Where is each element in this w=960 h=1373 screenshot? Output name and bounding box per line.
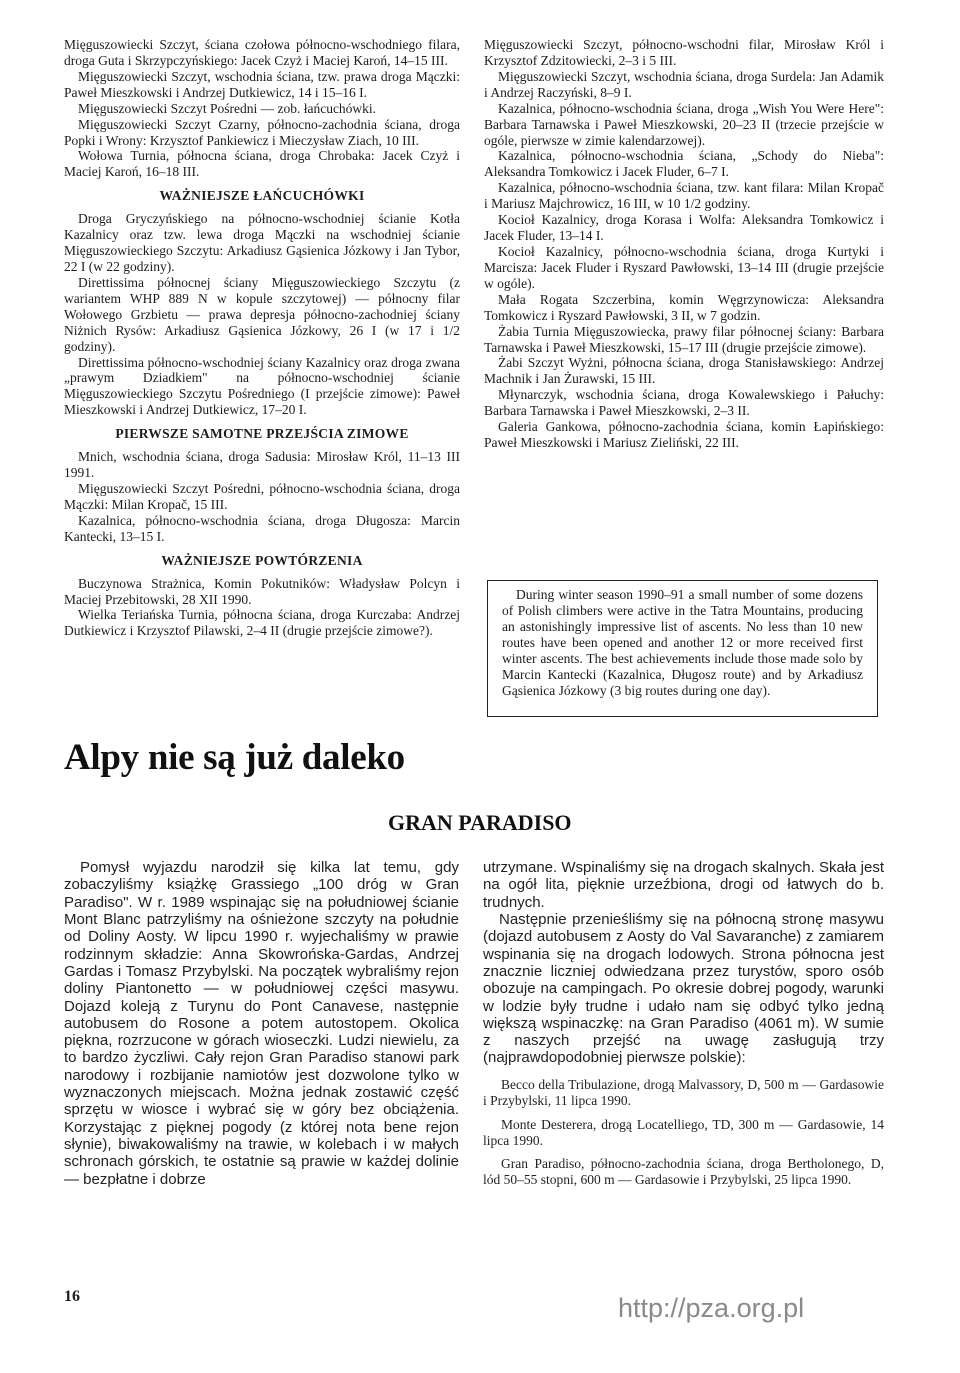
left-column: [64, 37, 460, 639]
routes-list: [483, 1077, 884, 1189]
list-item: Buczynowa Strażnica, Komin Pokutników: Władysław Polcyn i Maciej Przebitowski, 28 XII 1990.: [64, 575, 460, 607]
list-item: Mięguszowiecki Szczyt, ściana czołowa północno-wschodniego filara, droga Guta i Skrzypczyńskiego: Jacek Czyż i Maciej Karoń, 14–15 III.: [64, 37, 460, 68]
list-item: Mięguszowiecki Szczyt Pośredni — zob. łańcuchówki.: [78, 100, 377, 116]
list-item: Direttissima północnej ściany Mięguszowieckiego Szczytu (z wariantem WHP 889 N w kopule szczytowej) — północny filar Wołowego Grzbietu — prawa depresja północno-zachodniej ściany Niżnich Rysów: Arkadiusz Gąsienica Józkowy, 26 I (w 17 i 1/2 godziny).: [64, 274, 460, 354]
article-body-right: [483, 859, 884, 1196]
list-item: Kocioł Kazalnicy, droga Korasa i Wolfa: Aleksandra Tomkowicz i Jacek Fluder, 13–14 I.: [484, 212, 884, 244]
section-heading-repeats: WAŻNIEJSZE POWTÓRZENIA: [161, 552, 363, 568]
right-column: [484, 37, 884, 451]
summary-text: During winter season 1990–91 a small number of some dozens of Polish climbers were active in the Tatra Mountains, producing an astonishingly impressive list of ascents. No less than 10 new routes have been opened and another 12 or more received first winter ascents. The best achievements include those made solo by Marcin Kantecki (Kazalnica, Długosz route) and by Arkadiusz Gąsienica Józkowy (3 big routes during one day).: [502, 587, 863, 698]
body-paragraph: Następnie przenieśliśmy się na północną stronę masywu (dojazd autobusem z Aosty do Val Savaranche) z zamiarem wspinania się na drogach lodowych. Strona północna jest znacznie liczniej odwiedzana przez turystów, sporo osób obozuje na campingach. Po okresie dobrej pogody, warunki w lodzie były trudne i udało nam się odbyć tylko jedną większą wspinaczkę: na Gran Paradiso (4061 m). W sumie z naszych przejść na uwagę zasługują trzy (najprawdopodobniej pierwsze polskie):: [483, 910, 884, 1067]
list-item: Żabia Turnia Mięguszowiecka, prawy filar północnej ściany: Barbara Tarnawska i Paweł Mieszkowski, 15–17 III (drugie przejście zimowe).: [484, 323, 884, 355]
list-item: Wielka Teriańska Turnia, północna ściana, droga Kurczaba: Andrzej Dutkiewicz i Krzysztof Pilawski, 2–4 II (drugie przejście zimowe?).: [64, 607, 460, 639]
list-item: Młynarczyk, wschodnia ściana, droga Kowalewskiego i Pałuchy: Barbara Tarnawska i Paweł Mieszkowski, 2–3 II.: [484, 387, 884, 419]
list-item: Kazalnica, północno-wschodnia ściana, droga „Wish You Were Here": Barbara Tarnawska i Paweł Mieszkowski, 20–23 II (trzecie przejście w ogóle, pierwsze w zimie kalendarzowej).: [484, 100, 884, 148]
list-item: Mięguszowiecki Szczyt Pośredni, północno-wschodnia ściana, droga Mączki: Milan Kropač, 15 III.: [64, 480, 460, 512]
route-item: Becco della Tribulazione, drogą Malvassory, D, 500 m — Gardasowie i Przybylski, 11 lipca 1990.: [483, 1076, 884, 1108]
list-item: Wołowa Turnia, północna ściana, droga Chrobaka: Jacek Czyż i Maciej Karoń, 16–18 III.: [64, 148, 460, 180]
list-item: Direttissima północno-wschodniej ściany Kazalnicy oraz droga zwana „prawym Dziadkiem" na północno-wschodniej ścianie Mięguszowieckiego Szczytu Pośredniego (I przejście zimowe): Paweł Mieszkowski i Andrzej Dutkiewicz, 17–20 I.: [64, 354, 460, 418]
route-item: Gran Paradiso, północno-zachodnia ściana, droga Bertholonego, D, lód 50–55 stopni, 600 m — Gardasowie i Przybylski, 25 lipca 1990.: [483, 1156, 884, 1188]
article-body-left: [64, 859, 459, 1188]
list-item: Mała Rogata Szczerbina, komin Węgrzynowicza: Aleksandra Tomkowicz i Ryszard Pawłowski, 3 II, w 7 godzin.: [484, 291, 884, 323]
section-heading-chains: WAŻNIEJSZE ŁAŃCUCHÓWKI: [159, 188, 365, 204]
list-item: Kazalnica, północno-wschodnia ściana, droga Długosza: Marcin Kantecki, 13–15 I.: [64, 512, 460, 544]
body-paragraph: Pomysł wyjazdu narodził się kilka lat temu, gdy zobaczyliśmy książkę Grassiego „100 dróg w Gran Paradiso". W r. 1989 wspinając się na południowej ścianie Mont Blanc patrzyliśmy na ośnieżone szczyty na południe od Doliny Aosty. W lipcu 1990 r. wyjechaliśmy w prawie rodzinnym składzie: Anna Skowrońska-Gardas, Andrzej Gardas i Tomasz Przybylski. Na początek wybraliśmy rejon doliny Piantonetto — w południowej części masywu. Dojazd koleją z Turynu do Pont Canavese, następnie autobusem do Rosone a potem autostopem. Okolica piękna, rozrzucone w górach wioseczki. Ludzi niewielu, za to bardzo życzliwi. Cały rejon Gran Paradiso stanowi park narodowy i rozbijanie namiotów jest dozwolone tylko w wyznaczonych miejscach. Można jednak zostawić część sprzętu w wiosce i wybrać się w góry bez obciążenia. Korzystając z pięknej pogody (z której nota bene rejon słynie), biwakowaliśmy na trawie, w kolebach i w małych schronach górskich, te ostatnie są prawie w każdej dolinie — bezpłatne i dobrze: [64, 859, 459, 1188]
list-item: Mięguszowiecki Szczyt, wschodnia ściana, droga Surdela: Jan Adamik i Andrzej Raczyński, 8–9 I.: [484, 68, 884, 100]
list-item: Żabi Szczyt Wyżni, północna ściana, droga Stanisławskiego: Andrzej Machnik i Jan Żurawski, 15 III.: [484, 355, 884, 387]
list-item: Kazalnica, północno-wschodnia ściana, tzw. kant filara: Milan Kropač i Mariusz Majchrowicz, 16 III, w 10 1/2 godziny.: [484, 180, 884, 212]
article-title: Alpy nie są już daleko: [64, 737, 405, 778]
english-summary-box: [487, 580, 878, 717]
list-item: Droga Gryczyńskiego na północno-wschodniej ścianie Kotła Kazalnicy oraz tzw. lewa droga Mączki na wschodniej ścianie Mięguszowieckiego Szczytu: Arkadiusz Gąsienica Józkowy i Jan Tybor, 22 I (w 22 godziny).: [64, 211, 460, 274]
section-heading-solo: PIERWSZE SAMOTNE PRZEJŚCIA ZIMOWE: [115, 426, 409, 442]
list-item: Galeria Gankowa, północno-zachodnia ściana, komin Łapińskiego: Paweł Mieszkowski i Mariusz Zieliński, 22 III.: [484, 419, 884, 451]
list-item: Mnich, wschodnia ściana, droga Sadusia: Mirosław Król, 11–13 III 1991.: [64, 449, 460, 481]
source-url: http://pza.org.pl: [618, 1293, 805, 1323]
article-subtitle: GRAN PARADISO: [388, 810, 572, 835]
body-paragraph: utrzymane. Wspinaliśmy się na drogach skalnych. Skała jest na ogół lita, pięknie urzeźbiona, drogi od łatwych do b. trudnych.: [483, 859, 885, 911]
route-item: Monte Desterera, drogą Locatelliego, TD, 300 m — Gardasowie, 14 lipca 1990.: [483, 1116, 884, 1148]
list-item: Kocioł Kazalnicy, północno-wschodnia ściana, droga Kurtyki i Marcisza: Jacek Fluder i Ryszard Pawłowski, 13–14 III (drugie przejście w ogóle).: [484, 243, 884, 291]
list-item: Kazalnica, północno-wschodnia ściana, „Schody do Nieba": Aleksandra Tomkowicz i Jacek Fluder, 6–7 I.: [484, 148, 884, 180]
list-item: Mięguszowiecki Szczyt, wschodnia ściana, tzw. prawa droga Mączki: Paweł Mieszkowski i Andrzej Dutkiewicz, 14 i 15–16 I.: [64, 68, 460, 100]
list-item: Mięguszowiecki Szczyt Czarny, północno-zachodnia ściana, droga Popki i Wrony: Krzysztof Pankiewicz i Mieczysław Ziach, 10 III.: [64, 116, 460, 148]
page-number: 16: [64, 1288, 80, 1305]
list-item: Mięguszowiecki Szczyt, północno-wschodni filar, Mirosław Król i Krzysztof Zdzitowiecki, 2–3 i 5 III.: [484, 37, 884, 68]
